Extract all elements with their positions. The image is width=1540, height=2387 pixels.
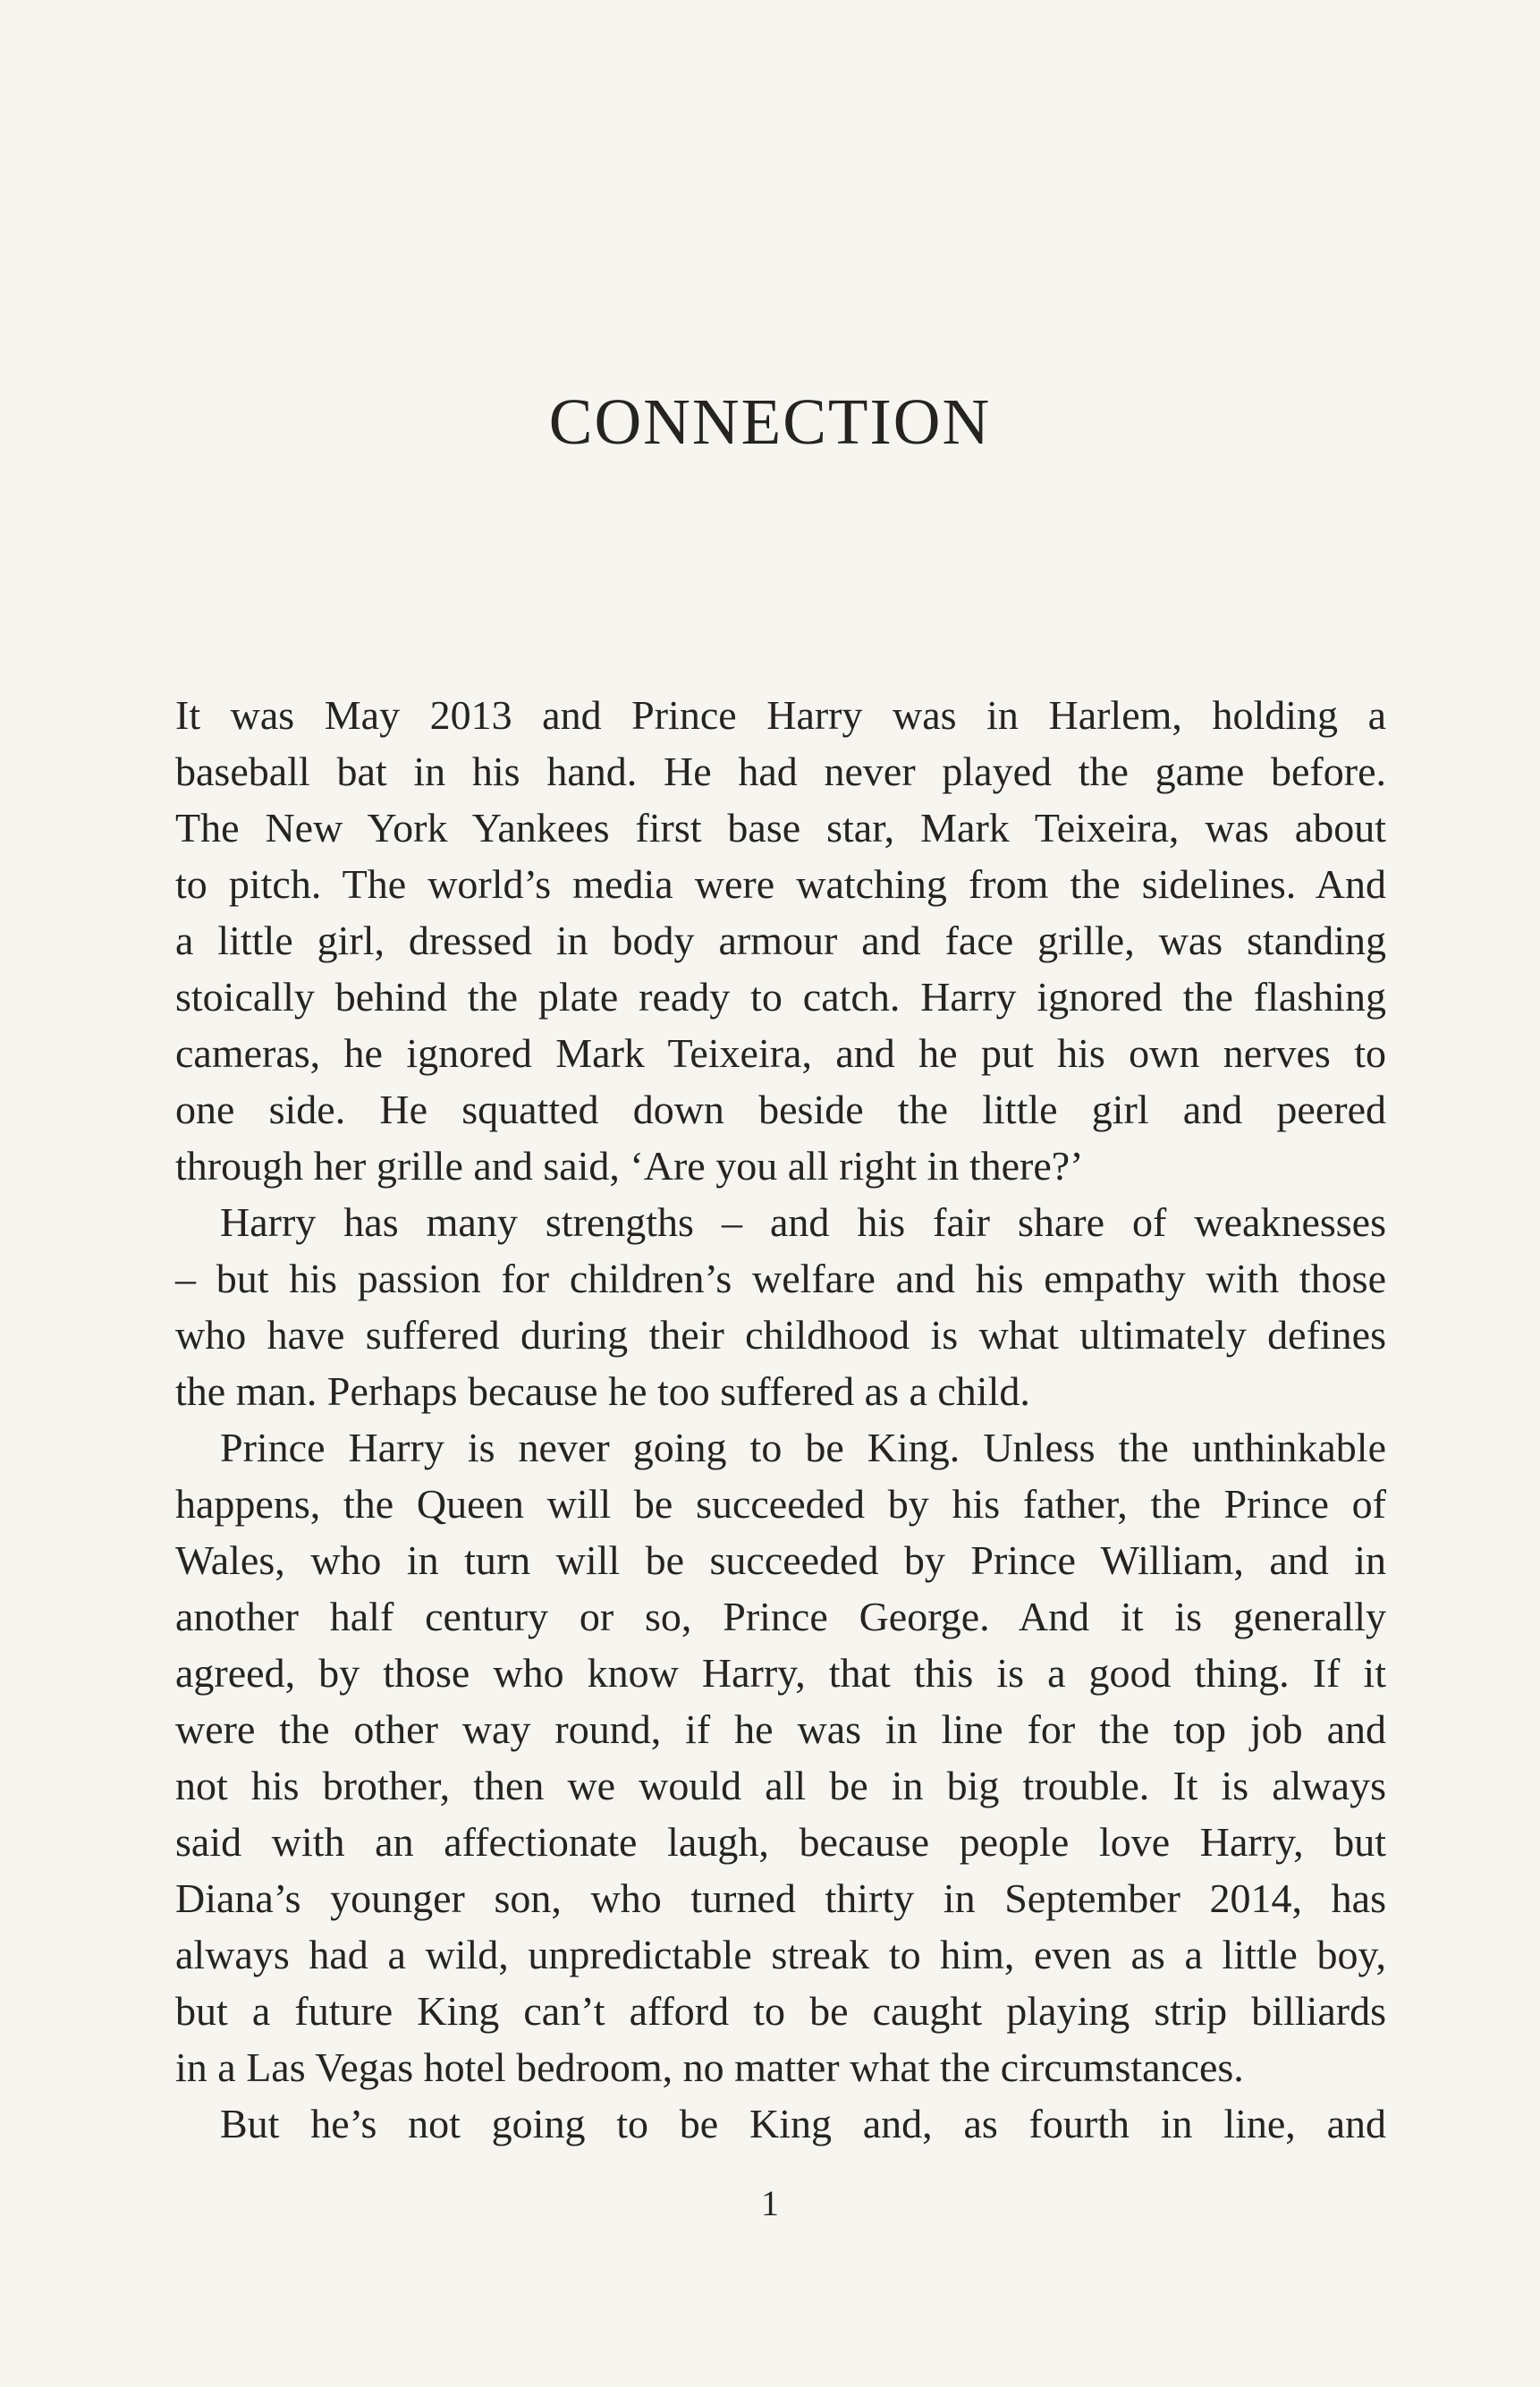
page-number: 1: [761, 2183, 779, 2223]
text-line: not his brother, then we would all be in big trouble. It is always: [175, 1763, 1386, 1808]
text-line: who have suffered during their childhood is what ultimately defines: [175, 1312, 1386, 1358]
text-line: said with an affectionate laugh, because people love Harry, but: [175, 1819, 1386, 1865]
text-line: a little girl, dressed in body armour and face grille, was standing: [175, 918, 1386, 963]
text-line: through her grille and said, ‘Are you all right in there?’: [175, 1143, 1084, 1189]
chapter-title: CONNECTION: [548, 385, 992, 458]
text-line: one side. He squatted down beside the little girl and peered: [175, 1087, 1386, 1132]
text-line: the man. Perhaps because he too suffered as a child.: [175, 1368, 1030, 1414]
text-line: Harry has many strengths – and his fair share of weaknesses: [220, 1199, 1386, 1245]
text-line: agreed, by those who know Harry, that this is a good thing. If it: [175, 1650, 1386, 1696]
text-line: Prince Harry is never going to be King. Unless the unthinkable: [220, 1425, 1386, 1470]
text-line: – but his passion for children’s welfare and his empathy with those: [175, 1256, 1386, 1301]
text-line: another half century or so, Prince George. And it is generally: [175, 1594, 1386, 1639]
text-line: in a Las Vegas hotel bedroom, no matter what the circumstances.: [175, 2044, 1244, 2090]
text-line: It was May 2013 and Prince Harry was in Harlem, holding a: [175, 692, 1386, 738]
text-line: baseball bat in his hand. He had never played the game before.: [175, 749, 1386, 794]
text-line: happens, the Queen will be succeeded by his father, the Prince of: [175, 1481, 1386, 1527]
text-line: But he’s not going to be King and, as fourth in line, and: [220, 2101, 1386, 2146]
text-line: The New York Yankees first base star, Mark Teixeira, was about: [175, 805, 1386, 851]
text-line: cameras, he ignored Mark Teixeira, and he put his own nerves to: [175, 1030, 1386, 1076]
text-line: always had a wild, unpredictable streak to him, even as a little boy,: [175, 1932, 1386, 1977]
text-line: stoically behind the plate ready to catch. Harry ignored the flashing: [175, 974, 1386, 1020]
text-line: Wales, who in turn will be succeeded by Prince William, and in: [175, 1537, 1386, 1583]
text-line: to pitch. The world’s media were watching from the sidelines. And: [175, 861, 1386, 907]
body-text: [175, 687, 1386, 2152]
text-line: were the other way round, if he was in line for the top job and: [175, 1706, 1386, 1752]
text-line: Diana’s younger son, who turned thirty in September 2014, has: [175, 1875, 1386, 1921]
text-line: but a future King can’t afford to be caught playing strip billiards: [175, 1988, 1386, 2034]
